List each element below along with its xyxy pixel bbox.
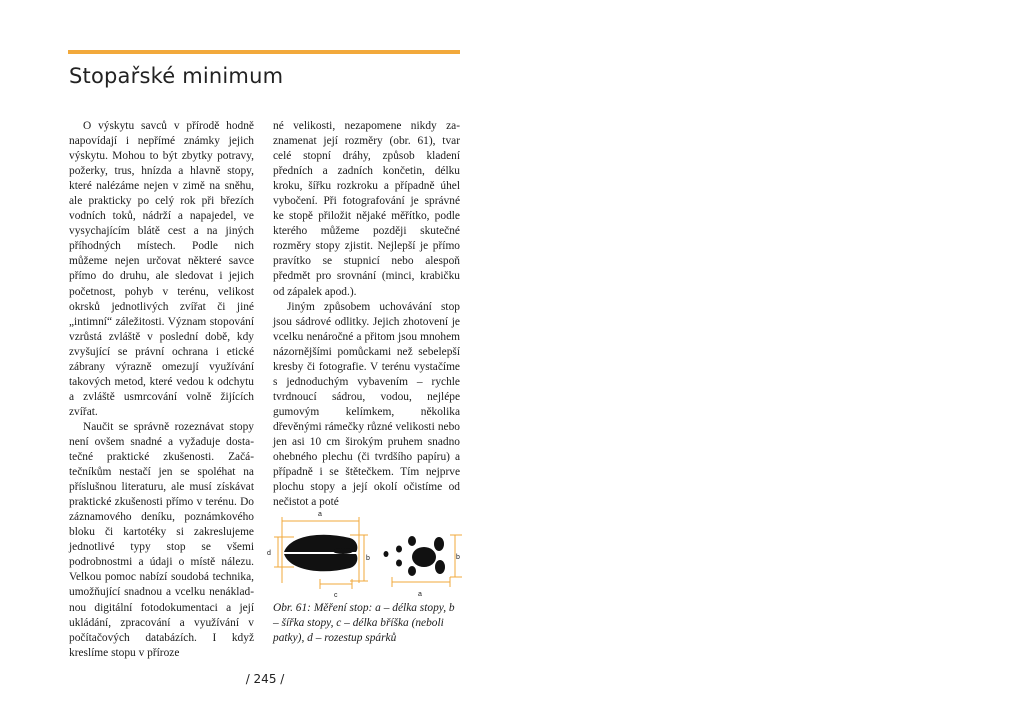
figure-caption: Obr. 61: Měření stop: a – délka stopy, b – šířka stopy, c – délka bříška (neboli patky), d – rozestup spárků <box>273 602 455 645</box>
paragraph: O výskytu savců v přírodě hodně napovídají i nepřímé známky jejich výskytu. Mohou to být zbytky potravy, požerky, trus, hnízda a hlavně stopy, které nalézáme nejen v zimě na sněhu, ale prakticky po celý rok při březích vodních toků, nádrží a napajedel, ve vysychajícím blátě cest a na jiných příhodných místech. Podle nich můžeme nejen určovat některé savce přímo do druhu, ale sledovat i jejich početnost, pohyb v terénu, velikost okrsků jednotlivých zvířat či jiné „intimní“ záležitosti. Význam stopování vzrůstá zvláště v poslední době, kdy zvyšující se právní ochrana i etické zábrany výrazně omezují využívání takových metod, které vedou k odchytu a zvláště usmrcování volně žijících zvířat. <box>69 120 254 418</box>
label-b-right: b <box>456 554 460 561</box>
label-c-left: c <box>334 592 338 599</box>
label-a-right: a <box>418 591 422 598</box>
label-a-top: a <box>318 511 322 518</box>
paragraph-continuation: né velikosti, nezapomene nikdy zaznamenat její rozměry (obr. 61), tvar celé stopní dráhy, způsob kladení předních a zadních končetin, délku kroku, šířku rozkroku a případně úhel vybočení. Při fotografování je správné ke stopě přiložit nějaké měřítko, podle kterého můžeme později skutečné rozměry stopy zjistit. Nejlepší je přímo pravítko se stupnicí nebo alespoň předmět pro srovnání (minci, krabičku od zápalek apod.). <box>273 120 460 298</box>
page-title: Stopařské minimum <box>69 64 284 88</box>
paragraph: Naučit se správně rozeznávat stopy není ovšem snadné a vyžaduje dostatečné praktické zkušenosti. Začátečníkům nestačí jen se spoléhat na příslušnou literaturu, ale musí získávat praktické zkušenosti přímo v terénu. Do záznamového deníku, poznámkového bloku či kartotéky si zakreslujeme jednotlivé typy stop se všemi podrobnostmi a údaji o místě nálezu. Velkou pomoc nabízí soudobá technika, umožňující snadnou a vcelku nenákladnou digitální fotodokumentaci a její ukládání, zpracování a využívání v počítačových databázích. I když kreslíme stopu v příroze <box>69 420 254 659</box>
header-rule <box>68 50 460 54</box>
footprint-figure <box>262 505 462 605</box>
label-b-left: b <box>366 555 370 562</box>
page-number: / 245 / <box>245 672 285 686</box>
paragraph: Jiným způsobem uchovávání stop jsou sádrové odlitky. Jejich zhotovení je vcelku nenáročné a přitom jsou mnohem názornějšími pomůckami než sebelepší kresby či fotografie. V terénu vystačíme s jednoduchým vybavením – rychle tvrdnoucí sádrou, vodou, nejlépe gumovým kelímkem, několika dřevěnými rámečky různé velikosti nebo jen asi 10 cm širokým pruhem snadno ohebného plechu (či tvrdšího papíru) a případně i se štětečkem. Tím nejprve plochu stopy a její okolí očistíme od nečistot a poté <box>273 300 460 509</box>
hoof-print-icon <box>284 535 357 572</box>
left-column <box>69 119 254 661</box>
footprint-measurement-illustration <box>262 505 462 605</box>
paw-print-icon <box>384 536 446 576</box>
right-column <box>273 119 460 510</box>
label-d-left: d <box>267 550 271 557</box>
